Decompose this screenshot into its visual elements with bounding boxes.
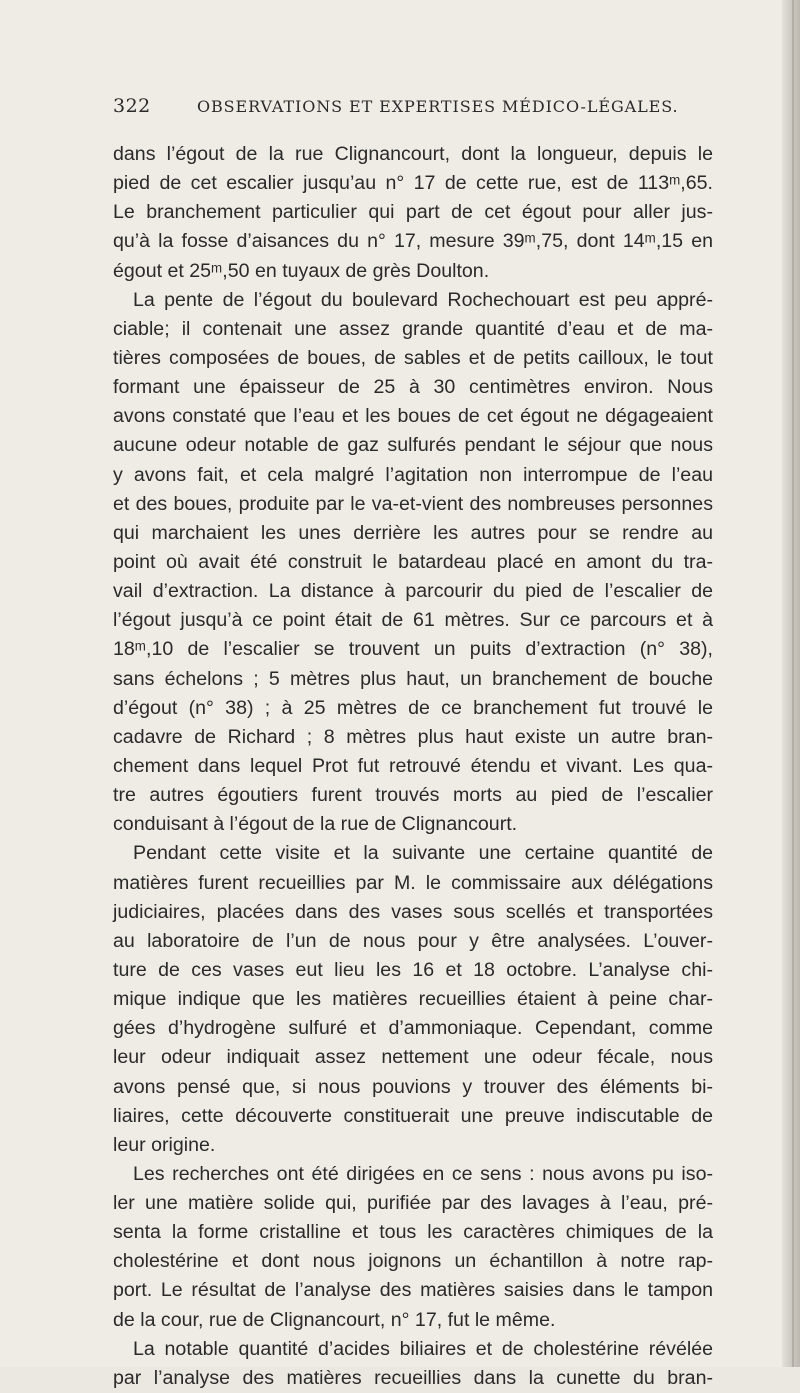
text-line: l’égout jusqu’à ce point était de 61 mètres. Sur ce parcours et à: [113, 609, 713, 632]
text-line: point où avait été construit le batardeau placé en amont du tra-: [113, 550, 713, 573]
spine-shadow-line: [792, 0, 794, 1367]
text-line: d’égout (n° 38) ; à 25 mètres de ce branchement fut trouvé le: [113, 696, 713, 719]
text-line: chement dans lequel Prot fut retrouvé étendu et vivant. Les qua-: [113, 754, 713, 777]
text-line: au laboratoire de l’un de nous pour y être analysées. L’ouver-: [113, 929, 713, 952]
page-header: [113, 95, 713, 123]
body-text: [113, 140, 713, 1393]
text-line: par l’analyse des matières recueillies dans la cunette du bran-: [113, 1366, 713, 1389]
text-line: formant une épaisseur de 25 à 30 centimètres environ. Nous: [113, 376, 713, 399]
text-line: matières furent recueillies par M. le commissaire aux délégations: [113, 871, 713, 894]
text-line: dans l’égout de la rue Clignancourt, dont la longueur, depuis le: [113, 143, 713, 165]
running-head: OBSERVATIONS ET EXPERTISES MÉDICO-LÉGALES.: [197, 97, 679, 116]
text-line: vail d’extraction. La distance à parcourir du pied de l’escalier de: [113, 580, 713, 603]
text-line: ler une matière solide qui, purifiée par des lavages à l’eau, pré-: [113, 1192, 713, 1215]
text-line: judiciaires, placées dans des vases sous scellés et transportées: [113, 900, 713, 923]
text-line: conduisant à l’égout de la rue de Clignancourt.: [113, 813, 518, 836]
text-line: ture de ces vases eut lieu les 16 et 18 octobre. L’analyse chi-: [113, 958, 713, 981]
text-line: cadavre de Richard ; 8 mètres plus haut existe un autre bran-: [113, 725, 713, 748]
text-line: tre autres égoutiers furent trouvés morts au pied de l’escalier: [113, 784, 713, 807]
text-line: avons constaté que l’eau et les boues de cet égout ne dégageaient: [113, 405, 713, 428]
text-line: sans échelons ; 5 mètres plus haut, un branchement de bouche: [113, 667, 713, 690]
text-line: égout et 25ᵐ,50 en tuyaux de grès Doulton.: [113, 259, 490, 282]
text-line: gées d’hydrogène sulfuré et d’ammoniaque. Cependant, comme: [113, 1017, 713, 1040]
text-line: avons pensé que, si nous pouvions y trouver des éléments bi-: [113, 1075, 713, 1098]
text-line: pied de cet escalier jusqu’au n° 17 de cette rue, est de 113ᵐ,65.: [113, 172, 713, 195]
text-line: et des boues, produite par le va-et-vient des nombreuses personnes: [113, 492, 713, 515]
text-line: leur origine.: [113, 1133, 216, 1156]
text-line: Pendant cette visite et la suivante une certaine quantité de: [133, 842, 713, 865]
text-line: liaires, cette découverte constituerait une preuve indiscutable de: [113, 1104, 713, 1127]
text-line: tières composées de boues, de sables et de petits cailloux, le tout: [113, 346, 713, 369]
text-line: mique indique que les matières recueillies étaient à peine char-: [113, 988, 713, 1011]
text-line: La pente de l’égout du boulevard Rochechouart est peu appré-: [133, 288, 713, 311]
text-line: qui marchaient les unes derrière les autres pour se rendre au: [113, 521, 713, 544]
text-line: 18ᵐ,10 de l’escalier se trouvent un puits d’extraction (n° 38),: [113, 638, 713, 661]
text-line: y avons fait, et cela malgré l’agitation non interrompue de l’eau: [113, 463, 713, 486]
text-line: senta la forme cristalline et tous les caractères chimiques de la: [113, 1221, 713, 1244]
text-line: de la cour, rue de Clignancourt, n° 17, fut le même.: [113, 1308, 556, 1331]
page-spine-edge: [782, 0, 800, 1367]
text-line: cholestérine et dont nous joignons un échantillon à notre rap-: [113, 1250, 713, 1273]
text-line: port. Le résultat de l’analyse des matières saisies dans le tampon: [113, 1279, 713, 1302]
text-line: La notable quantité d’acides biliaires et de cholestérine révélée: [133, 1337, 713, 1360]
text-line: Les recherches ont été dirigées en ce sens : nous avons pu iso-: [133, 1162, 713, 1185]
text-line: qu’à la fosse d’aisances du n° 17, mesure 39ᵐ,75, dont 14ᵐ,15 en: [113, 230, 713, 253]
text-line: leur odeur indiquait assez nettement une odeur fécale, nous: [113, 1046, 713, 1069]
text-line: Le branchement particulier qui part de cet égout pour aller jus-: [113, 201, 713, 224]
page-number: 322: [113, 95, 151, 117]
text-line: aucune odeur notable de gaz sulfurés pendant le séjour que nous: [113, 434, 713, 457]
text-line: ciable; il contenait une assez grande quantité d’eau et de ma-: [113, 317, 713, 340]
